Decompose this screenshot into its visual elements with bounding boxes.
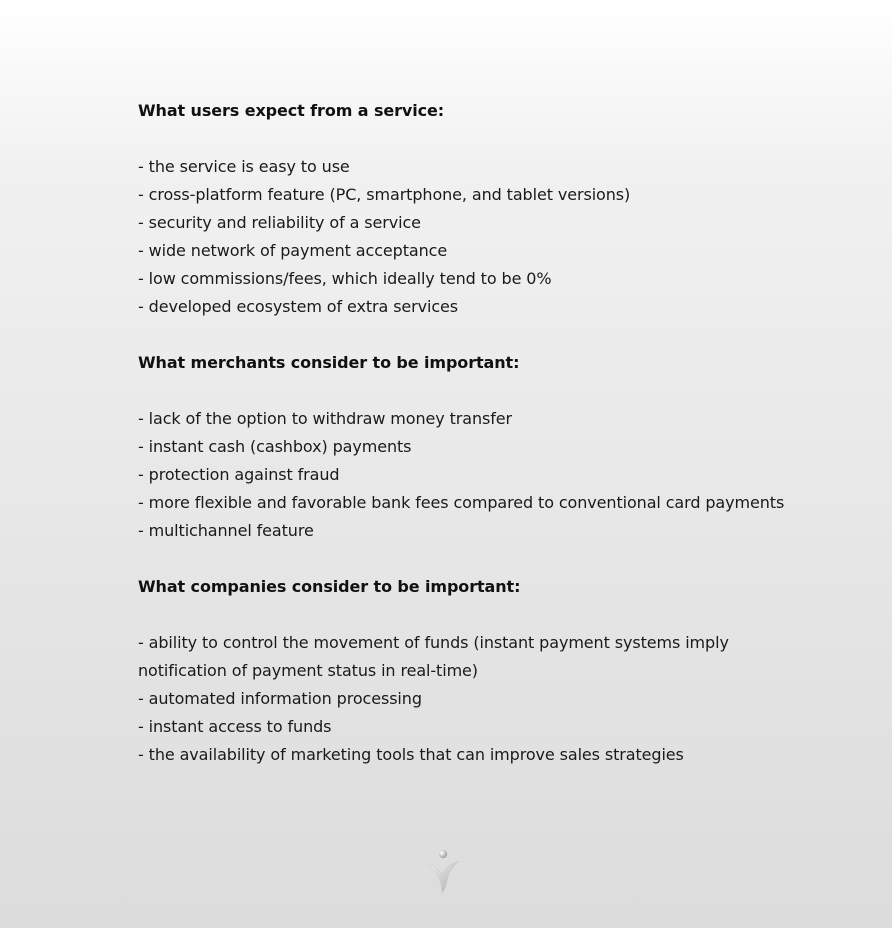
companies-heading: What companies consider to be important: (138, 577, 521, 596)
users-list (138, 153, 798, 321)
person-figure-logo-icon (424, 848, 464, 894)
list-item: - multichannel feature (138, 521, 314, 540)
list-item: - cross-platform feature (PC, smartphone, and tablet versions) (138, 185, 631, 204)
companies-list (138, 629, 798, 769)
list-item: - ability to control the movement of funds (instant payment systems imply notification of payment status in real-time) (138, 633, 729, 680)
list-item: - instant cash (cashbox) payments (138, 437, 412, 456)
list-item: - automated information processing (138, 689, 422, 708)
users-heading: What users expect from a service: (138, 101, 445, 120)
document-content (138, 97, 798, 797)
list-item: - security and reliability of a service (138, 213, 421, 232)
merchants-section (138, 349, 798, 545)
list-item: - the availability of marketing tools that can improve sales strategies (138, 745, 684, 764)
list-item: - protection against fraud (138, 465, 340, 484)
list-item: - the service is easy to use (138, 157, 350, 176)
merchants-heading: What merchants consider to be important: (138, 353, 520, 372)
list-item: - wide network of payment acceptance (138, 241, 448, 260)
list-item: - more flexible and favorable bank fees compared to conventional card payments (138, 493, 785, 512)
list-item: - instant access to funds (138, 717, 332, 736)
companies-section (138, 573, 798, 769)
list-item: - developed ecosystem of extra services (138, 297, 459, 316)
list-item: - lack of the option to withdraw money transfer (138, 409, 512, 428)
users-section (138, 97, 798, 321)
merchants-list (138, 405, 798, 545)
list-item: - low commissions/fees, which ideally tend to be 0% (138, 269, 552, 288)
